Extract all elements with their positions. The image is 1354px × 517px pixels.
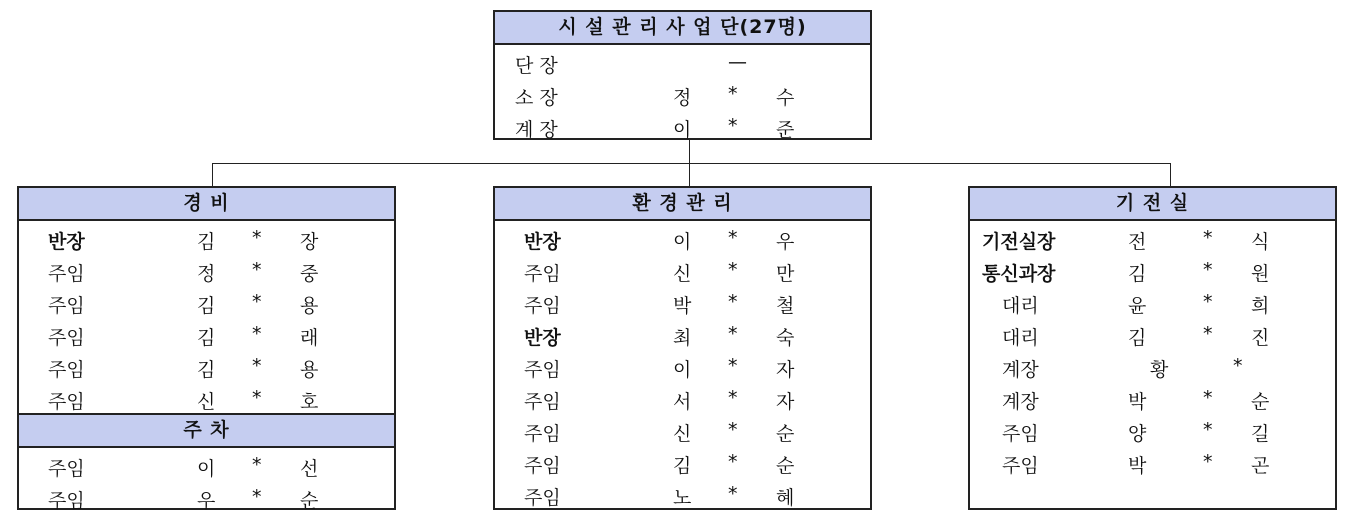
staff-surname: 박 [673, 295, 692, 317]
staff-role: 소 장 [515, 87, 558, 109]
staff-surname: 김 [197, 327, 216, 349]
staff-mask: * [728, 291, 738, 313]
environment-box [493, 186, 872, 510]
staff-row [495, 254, 870, 286]
staff-given-name: 철 [776, 295, 795, 317]
staff-mask: * [728, 387, 738, 409]
staff-role: 주임 [48, 295, 85, 317]
staff-role: 단 장 [515, 55, 558, 77]
staff-given-name: 우 [776, 231, 795, 253]
staff-given-name: 호 [300, 391, 319, 413]
staff-surname: 최 [673, 327, 692, 349]
security-title: 경 비 [19, 188, 394, 221]
staff-surname: 정 [197, 263, 216, 285]
staff-role: 계장 [1002, 391, 1039, 413]
staff-row [19, 350, 394, 382]
staff-role: 통신과장 [982, 263, 1056, 285]
environment-title: 환 경 관 리 [495, 188, 870, 221]
staff-given-name: 만 [776, 263, 795, 285]
staff-given-name: 수 [776, 87, 795, 109]
staff-mask: * [252, 323, 262, 345]
staff-role: 주임 [524, 359, 561, 381]
electrical-rows [970, 221, 1335, 478]
staff-mask: * [252, 291, 262, 313]
staff-mask: * [252, 227, 262, 249]
staff-given-name: 식 [1251, 231, 1270, 253]
staff-role: 대리 [1002, 327, 1039, 349]
staff-surname: 신 [197, 391, 216, 413]
staff-surname: 김 [1128, 263, 1147, 285]
staff-mask: * [252, 387, 262, 409]
staff-role: 주임 [1002, 423, 1039, 445]
connector-horizontal [212, 163, 1170, 164]
staff-given-name: 장 [300, 231, 319, 253]
staff-role: 주임 [1002, 455, 1039, 477]
staff-mask: * [728, 355, 738, 377]
connector-vertical-top [689, 139, 690, 163]
staff-row [495, 110, 870, 142]
staff-mask: * [728, 451, 738, 473]
staff-role: 주임 [48, 359, 85, 381]
staff-role: 주임 [48, 391, 85, 413]
staff-mask: * [252, 486, 262, 508]
staff-surname: 이 [673, 231, 692, 253]
staff-given-name: 순 [300, 490, 319, 512]
staff-row [495, 350, 870, 382]
electrical-title: 기 전 실 [970, 188, 1335, 221]
staff-mask: * [728, 419, 738, 441]
parking-rows [19, 448, 394, 513]
staff-given-name: 순 [776, 423, 795, 445]
staff-surname: 신 [673, 263, 692, 285]
staff-surname: 우 [197, 490, 216, 512]
staff-row [970, 222, 1335, 254]
staff-row [495, 222, 870, 254]
staff-given-name: 자 [776, 359, 795, 381]
staff-row [970, 446, 1335, 478]
staff-surname: 김 [197, 295, 216, 317]
staff-mask: * [1203, 259, 1213, 281]
staff-surname: 박 [1128, 391, 1147, 413]
staff-surname: 김 [197, 231, 216, 253]
org-head-rows [495, 45, 870, 142]
staff-surname: 이 [673, 119, 692, 141]
staff-row [495, 414, 870, 446]
staff-mask: * [252, 454, 262, 476]
staff-role: 반장 [524, 327, 561, 349]
staff-mask: * [728, 115, 738, 137]
staff-mask: * [1203, 291, 1213, 313]
staff-surname: 김 [673, 455, 692, 477]
staff-mask: * [728, 323, 738, 345]
staff-mask: — [728, 51, 747, 73]
staff-role: 주임 [524, 487, 561, 509]
staff-given-name: 원 [1251, 263, 1270, 285]
staff-row [19, 449, 394, 481]
staff-row [970, 382, 1335, 414]
staff-given-name: 용 [300, 359, 319, 381]
staff-role: 주임 [524, 391, 561, 413]
staff-mask: * [252, 259, 262, 281]
security-rows [19, 221, 394, 414]
staff-given-name: 숙 [776, 327, 795, 349]
staff-surname: 김 [197, 359, 216, 381]
staff-row [19, 481, 394, 513]
org-head-title: 시 설 관 리 사 업 단(27명) [495, 12, 870, 45]
staff-mask: * [252, 355, 262, 377]
staff-mask: * [728, 227, 738, 249]
connector-center [689, 163, 690, 187]
staff-given-name: 진 [1251, 327, 1270, 349]
staff-role: 주임 [48, 263, 85, 285]
staff-role: 계장 [1002, 359, 1039, 381]
staff-role: 대리 [1002, 295, 1039, 317]
staff-role: 주임 [524, 295, 561, 317]
connector-right [1170, 163, 1171, 187]
staff-given-name: 용 [300, 295, 319, 317]
staff-given-name: 자 [776, 391, 795, 413]
staff-mask: * [728, 483, 738, 505]
staff-row [19, 222, 394, 254]
staff-given-name: 희 [1251, 295, 1270, 317]
staff-row [495, 382, 870, 414]
staff-surname: 노 [673, 487, 692, 509]
staff-mask: * [1203, 451, 1213, 473]
staff-role: 반장 [524, 231, 561, 253]
staff-surname: 서 [673, 391, 692, 413]
staff-role: 주임 [524, 455, 561, 477]
staff-row [495, 478, 870, 510]
staff-row [970, 414, 1335, 446]
staff-surname: 양 [1128, 423, 1147, 445]
staff-mask: * [1203, 227, 1213, 249]
staff-role: 반장 [48, 231, 85, 253]
staff-row [970, 318, 1335, 350]
staff-row [495, 286, 870, 318]
staff-given-name: 길 [1251, 423, 1270, 445]
staff-row [495, 318, 870, 350]
staff-given-name: 준 [776, 119, 795, 141]
security-box [17, 186, 396, 510]
staff-given-name: 순 [776, 455, 795, 477]
staff-mask: * [1203, 419, 1213, 441]
environment-rows [495, 221, 870, 510]
staff-given-name: 혜 [776, 487, 795, 509]
staff-mask: * [1203, 387, 1213, 409]
staff-row [970, 254, 1335, 286]
staff-mask: * [728, 259, 738, 281]
staff-row [19, 382, 394, 414]
staff-role: 주임 [524, 263, 561, 285]
staff-surname: 박 [1128, 455, 1147, 477]
staff-row [970, 286, 1335, 318]
staff-row [19, 286, 394, 318]
electrical-box [968, 186, 1337, 510]
staff-row [19, 254, 394, 286]
staff-role: 계 장 [515, 119, 558, 141]
staff-surname: 이 [673, 359, 692, 381]
staff-role: 주임 [48, 490, 85, 512]
staff-surname: 윤 [1128, 295, 1147, 317]
staff-given-name: 래 [300, 327, 319, 349]
staff-row [19, 318, 394, 350]
staff-mask: * [728, 83, 738, 105]
staff-given-name: 중 [300, 263, 319, 285]
staff-surname: 정 [673, 87, 692, 109]
staff-row [495, 46, 870, 78]
staff-role: 주임 [48, 327, 85, 349]
staff-role: 기전실장 [982, 231, 1056, 253]
staff-surname: 김 [1128, 327, 1147, 349]
connector-left [212, 163, 213, 187]
staff-surname: 전 [1128, 231, 1147, 253]
staff-role: 주임 [48, 458, 85, 480]
staff-given-name: 선 [300, 458, 319, 480]
staff-row [495, 446, 870, 478]
staff-role: 주임 [524, 423, 561, 445]
staff-given-name: 곤 [1251, 455, 1270, 477]
staff-row [495, 78, 870, 110]
staff-surname: 이 [197, 458, 216, 480]
staff-mask: * [1203, 323, 1213, 345]
staff-given-name: 순 [1251, 391, 1270, 413]
staff-row [970, 350, 1335, 382]
staff-surname: 신 [673, 423, 692, 445]
parking-title: 주 차 [19, 413, 394, 448]
staff-mask: * [1233, 355, 1243, 377]
staff-surname: 황 [1150, 359, 1169, 381]
org-head-box [493, 10, 872, 140]
